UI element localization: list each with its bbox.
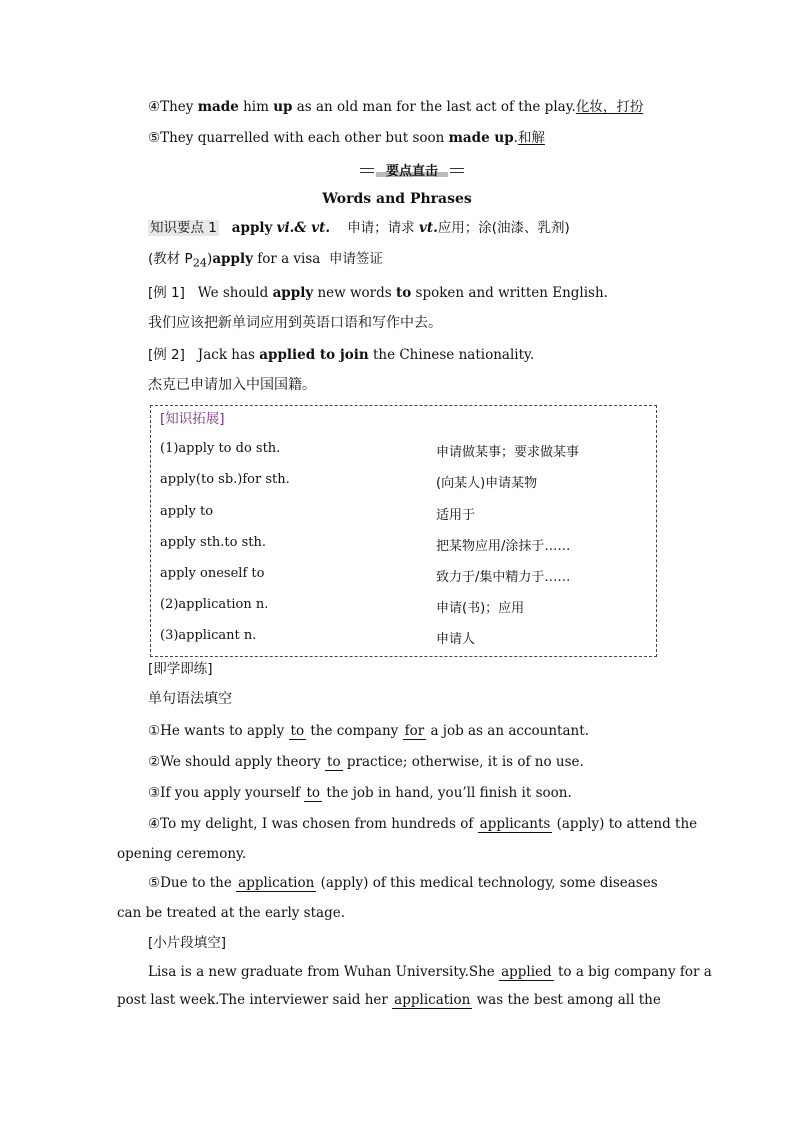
text: (apply) of this medical technology, some diseases xyxy=(316,875,658,891)
text: They quarrelled with each other but soon xyxy=(160,130,449,146)
expansion-cn-7: 申请人 xyxy=(436,632,476,647)
text: for a visa xyxy=(252,251,321,267)
expansion-en-5: apply oneself to xyxy=(160,566,265,581)
question-4-continued: opening ceremony. xyxy=(117,846,247,862)
expansion-cn-5: 致力于/集中精力于…… xyxy=(436,570,571,585)
example-2-translation: 杰克已申请加入中国国籍。 xyxy=(148,377,316,393)
answer-blank: application xyxy=(394,992,471,1008)
knowledge-point-1 xyxy=(148,219,570,237)
answer-blank: to xyxy=(306,785,321,801)
expansion-cn-3: 适用于 xyxy=(436,508,476,523)
question-4 xyxy=(148,815,697,833)
example-line-4 xyxy=(148,98,643,116)
practice-title: [即学即练] xyxy=(148,661,213,677)
bold-text: up xyxy=(273,99,293,115)
expansion-cn-2: (向某人)申请某物 xyxy=(436,476,538,491)
example-line-5 xyxy=(148,129,545,147)
text: practice; otherwise, it is of no use. xyxy=(342,754,584,770)
answer-text: 和解 xyxy=(517,130,545,146)
question-3 xyxy=(148,784,572,802)
bold-text: applied to join xyxy=(259,347,369,363)
question-number: ① xyxy=(148,723,161,739)
text: a job as an accountant. xyxy=(426,723,589,739)
kp-label: 知识要点 1 xyxy=(150,220,217,236)
bold-text: made xyxy=(197,99,239,115)
text: They xyxy=(160,99,198,115)
text: him xyxy=(238,99,274,115)
example-1-translation: 我们应该把新单词应用到英语口语和写作中去。 xyxy=(148,315,442,331)
example-1 xyxy=(148,284,608,302)
text: . xyxy=(513,130,518,146)
question-number: ② xyxy=(148,754,161,770)
question-number: ③ xyxy=(148,785,161,801)
text: ) xyxy=(207,251,213,267)
expansion-title: [知识拓展] xyxy=(160,411,225,427)
kp-word: apply xyxy=(231,220,273,236)
question-2 xyxy=(148,753,584,771)
expansion-en-6: (2)application n. xyxy=(160,597,269,612)
text: He wants to apply xyxy=(160,723,289,739)
text: to a big company for a xyxy=(553,964,712,980)
textbook-reference xyxy=(148,250,383,273)
question-number: ⑤ xyxy=(148,875,161,891)
practice-subtitle: 单句语法填空 xyxy=(148,691,232,707)
cn-text: 申请签证 xyxy=(328,251,383,267)
answer-blank: to xyxy=(290,723,305,739)
section-title: 要点直击 xyxy=(385,164,438,179)
question-5-continued: can be treated at the early stage. xyxy=(117,905,345,921)
text: the job in hand, you’ll finish it soon. xyxy=(322,785,572,801)
kp-meaning-2: 应用；涂(油漆、乳剂) xyxy=(437,220,570,236)
page-subscript: 24 xyxy=(192,256,208,270)
answer-blank: applied xyxy=(501,964,552,980)
answer-blank: application xyxy=(238,875,315,891)
example-2 xyxy=(148,346,534,364)
question-5 xyxy=(148,874,658,892)
answer-blank: for xyxy=(404,723,425,739)
expansion-en-2: apply(to sb.)for sth. xyxy=(160,472,290,487)
bold-text: apply xyxy=(272,285,314,301)
kp-pos: vi.& vt. xyxy=(276,220,331,236)
answer-text: 化妆，打扮 xyxy=(575,99,644,115)
text: post last week.The interviewer said her xyxy=(117,992,393,1008)
kp-pos-2: vt. xyxy=(418,220,438,236)
kp-meaning-1: 申请；请求 xyxy=(347,220,415,236)
question-number: ④ xyxy=(148,816,161,832)
section-subtitle: Words and Phrases xyxy=(322,191,472,207)
text: To my delight, I was chosen from hundreds of xyxy=(160,816,478,832)
text: the Chinese nationality. xyxy=(368,347,535,363)
expansion-en-3: apply to xyxy=(160,504,214,519)
banner-bar-left xyxy=(360,168,374,173)
bold-text: to xyxy=(396,285,412,301)
text: (apply) to attend the xyxy=(552,816,698,832)
banner-bar-right xyxy=(450,168,464,173)
text: new words xyxy=(313,285,396,301)
text: We should apply theory xyxy=(160,754,326,770)
bold-text: apply xyxy=(212,251,253,267)
answer-blank: to xyxy=(327,754,341,770)
expansion-cn-1: 申请做某事；要求做某事 xyxy=(436,445,580,460)
text: as an old man for the last act of the play. xyxy=(292,99,576,115)
example-tag: [例 1] xyxy=(148,285,185,301)
example-tag: [例 2] xyxy=(148,347,185,363)
bold-text: made up xyxy=(448,130,514,146)
text: (教材 P xyxy=(148,251,193,267)
text: the company xyxy=(306,723,403,739)
line-number: ⑤ xyxy=(148,130,161,146)
answer-blank: applicants xyxy=(479,816,551,832)
expansion-en-4: apply sth.to sth. xyxy=(160,535,267,550)
text: Due to the xyxy=(160,875,237,891)
line-number: ④ xyxy=(148,99,161,115)
passage-line-1 xyxy=(148,963,712,981)
text: We should xyxy=(197,285,273,301)
expansion-en-7: (3)applicant n. xyxy=(160,628,257,643)
expansion-cn-4: 把某物应用/涂抹于…… xyxy=(436,539,571,554)
text: Jack has xyxy=(197,347,260,363)
text: Lisa is a new graduate from Wuhan University.She xyxy=(148,964,500,980)
expansion-en-1: (1)apply to do sth. xyxy=(160,441,281,456)
question-1 xyxy=(148,722,589,740)
text: If you apply yourself xyxy=(160,785,305,801)
text: was the best among all the xyxy=(472,992,661,1008)
passage-line-2 xyxy=(117,991,661,1009)
passage-title: [小片段填空] xyxy=(148,935,227,951)
section-banner xyxy=(360,160,464,178)
expansion-cn-6: 申请(书)；应用 xyxy=(436,601,525,616)
text: spoken and written English. xyxy=(411,285,608,301)
